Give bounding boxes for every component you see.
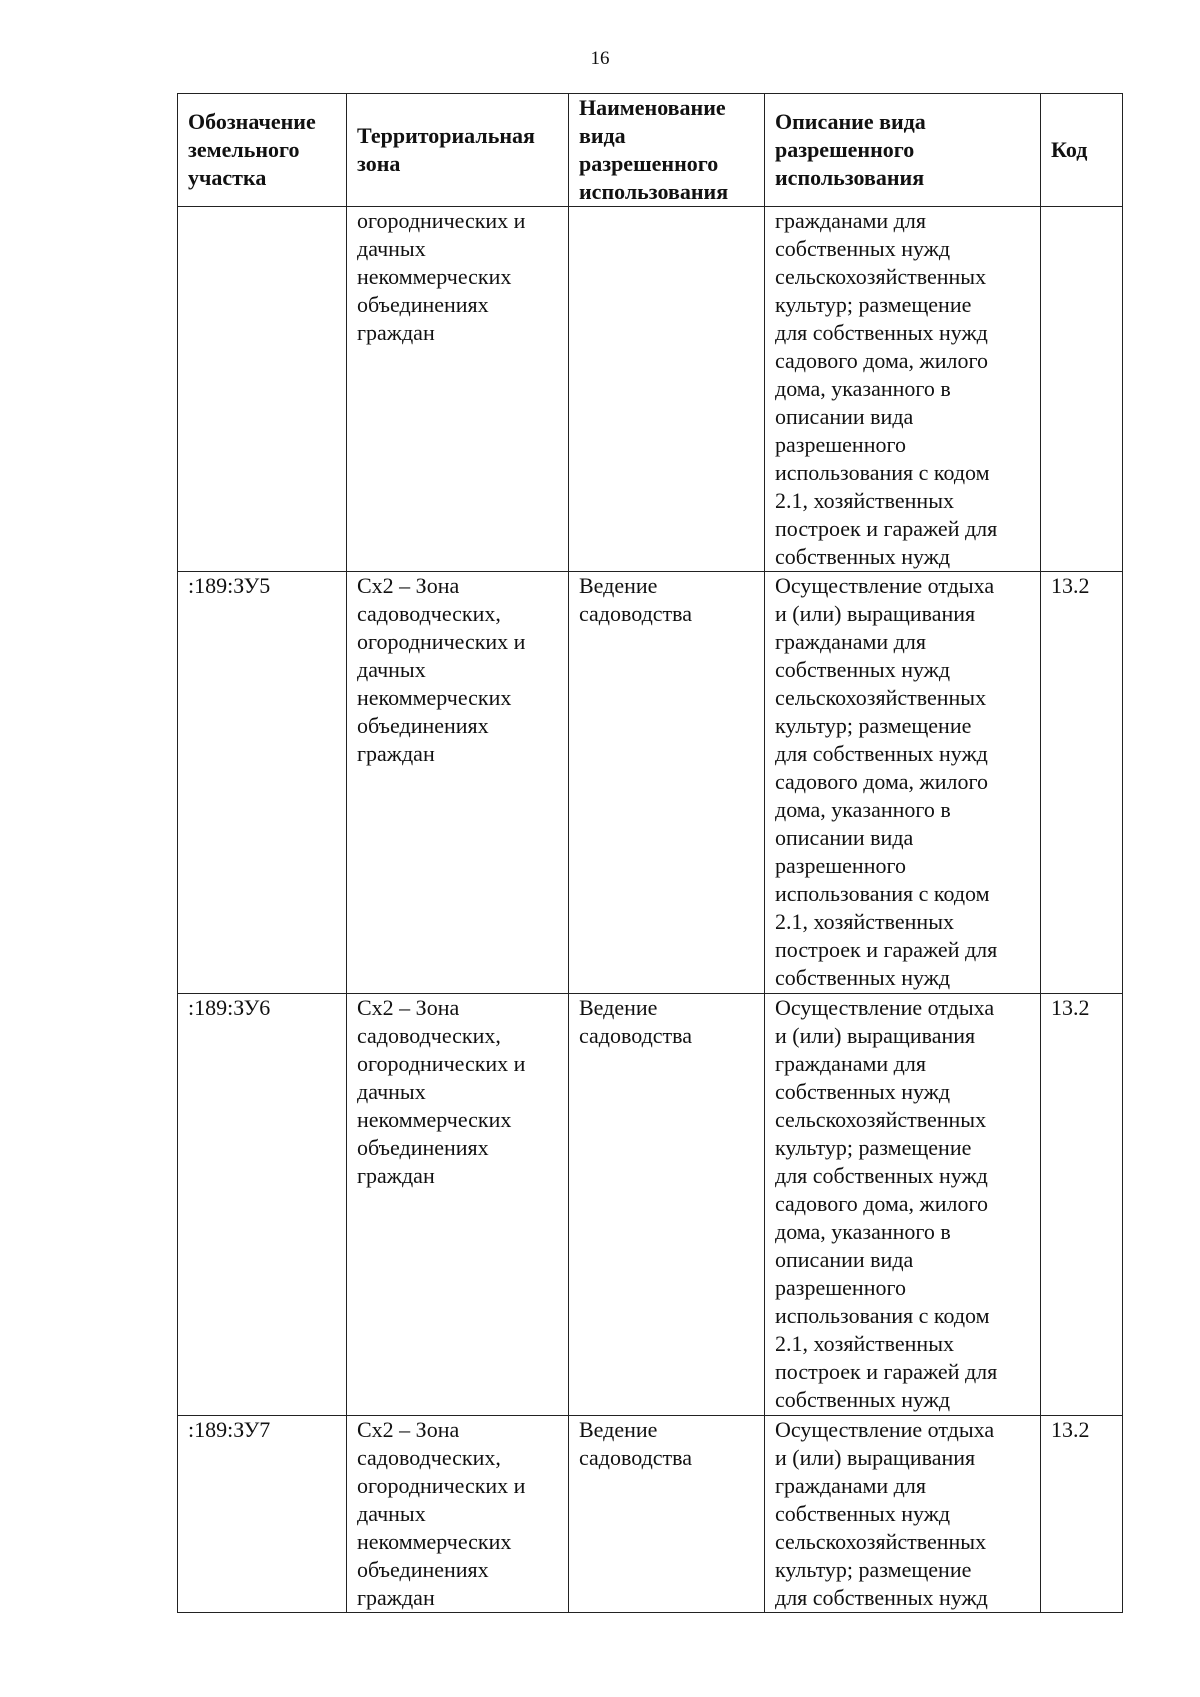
header-territorial-zone: Территориальная зона xyxy=(347,94,569,207)
code-cell xyxy=(1041,207,1123,572)
description-cell: гражданами для собственных нужд сельскохозяйственных культур; размещение для собственных нужд садового дома, жилого дома, указанного в описании вида разрешенного использования с кодом 2.1, хозяйственных построек и гаражей для собственных нужд xyxy=(765,207,1041,572)
use-name-cell: Ведение садоводства xyxy=(569,572,765,994)
use-name-cell xyxy=(569,207,765,572)
zone-cell: Сх2 – Зона садоводческих, огороднических и дачных некоммерческих объединениях граждан xyxy=(347,572,569,994)
table-row xyxy=(178,1416,1123,1613)
code-cell: 13.2 xyxy=(1041,1416,1123,1613)
plot-cell: :189:ЗУ5 xyxy=(178,572,347,994)
table-row xyxy=(178,572,1123,994)
table-row xyxy=(178,207,1123,572)
zone-cell: огороднических и дачных некоммерческих объединениях граждан xyxy=(347,207,569,572)
header-plot-designation: Обозначение земельного участка xyxy=(178,94,347,207)
plot-cell xyxy=(178,207,347,572)
land-use-table xyxy=(177,93,1123,1613)
header-code: Код xyxy=(1041,94,1123,207)
code-cell: 13.2 xyxy=(1041,994,1123,1416)
description-cell: Осуществление отдыха и (или) выращивания гражданами для собственных нужд сельскохозяйственных культур; размещение для собственных нужд xyxy=(765,1416,1041,1613)
header-permitted-use-name: Наименование вида разрешенного использования xyxy=(569,94,765,207)
description-cell: Осуществление отдыха и (или) выращивания гражданами для собственных нужд сельскохозяйственных культур; размещение для собственных нужд садового дома, жилого дома, указанного в описании вида разрешенного использования с кодом 2.1, хозяйственных построек и гаражей для собственных нужд xyxy=(765,994,1041,1416)
code-cell: 13.2 xyxy=(1041,572,1123,994)
use-name-cell: Ведение садоводства xyxy=(569,994,765,1416)
zone-cell: Сх2 – Зона садоводческих, огороднических и дачных некоммерческих объединениях граждан xyxy=(347,1416,569,1613)
plot-cell: :189:ЗУ6 xyxy=(178,994,347,1416)
table-header-row xyxy=(178,94,1123,207)
use-name-cell: Ведение садоводства xyxy=(569,1416,765,1613)
header-permitted-use-description: Описание вида разрешенного использования xyxy=(765,94,1041,207)
description-cell: Осуществление отдыха и (или) выращивания гражданами для собственных нужд сельскохозяйственных культур; размещение для собственных нужд садового дома, жилого дома, указанного в описании вида разрешенного использования с кодом 2.1, хозяйственных построек и гаражей для собственных нужд xyxy=(765,572,1041,994)
plot-cell: :189:ЗУ7 xyxy=(178,1416,347,1613)
table-row xyxy=(178,994,1123,1416)
zone-cell: Сх2 – Зона садоводческих, огороднических и дачных некоммерческих объединениях граждан xyxy=(347,994,569,1416)
page-number: 16 xyxy=(590,48,610,69)
